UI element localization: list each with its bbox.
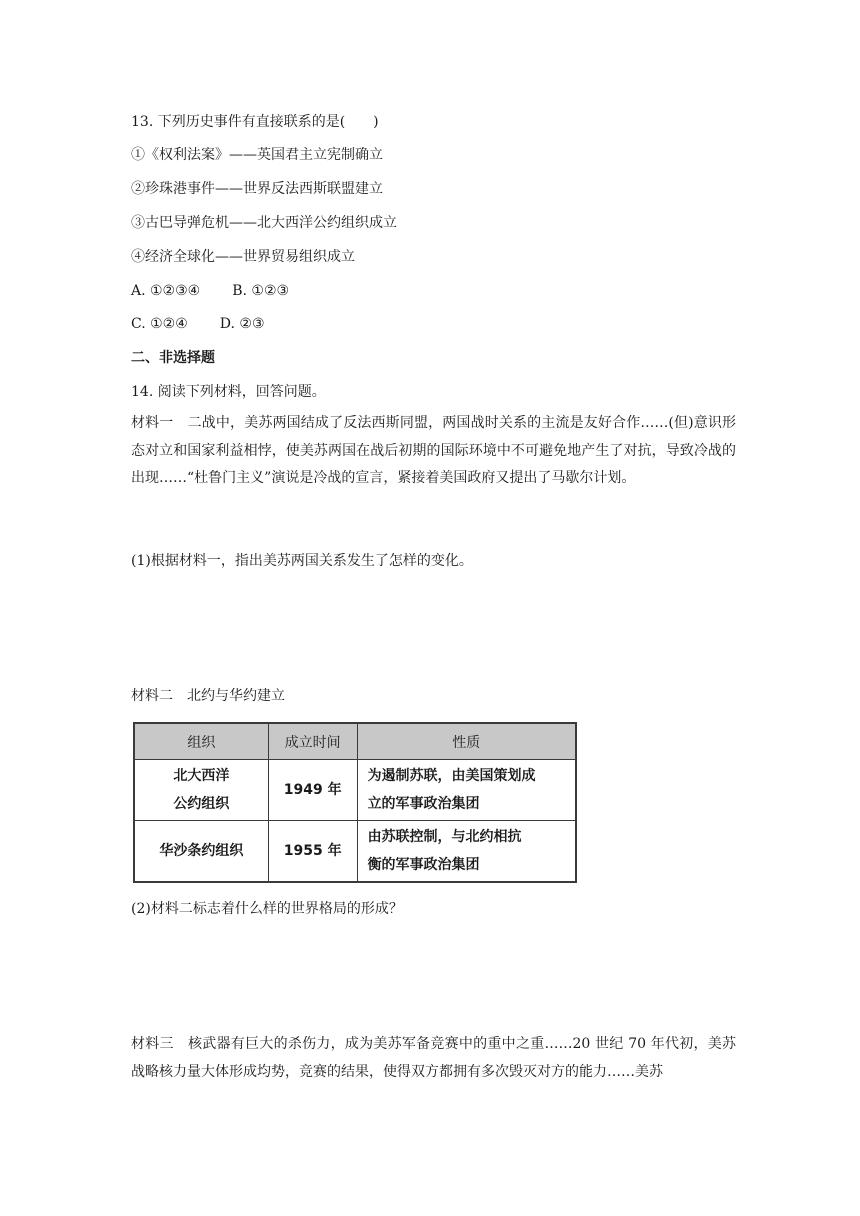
material-3-label: 材料三	[131, 1036, 174, 1052]
year-cell: 1949 年	[268, 760, 357, 821]
option-b: B. ①②③	[232, 283, 290, 299]
material-3-text: 核武器有巨大的杀伤力，成为美苏军备竞赛中的重中之重……20 世纪 70 年代初，美苏战略核力量大体形成均势，竞赛的结果，使得双方都拥有多次毁灭对方的能力……美苏	[131, 1036, 737, 1080]
table-row	[134, 760, 576, 821]
question-13-item-4: ④经济全球化——世界贸易组织成立	[131, 249, 355, 265]
table-row	[134, 821, 576, 883]
sub-question-1: (1)根据材料一，指出美苏两国关系发生了怎样的变化。	[131, 553, 473, 569]
question-13-item-1: ①《权利法案》——英国君主立宪制确立	[131, 147, 383, 163]
option-a: A. ①②③④	[131, 283, 201, 299]
table-header-organization: 组织	[134, 723, 268, 760]
organization-cell: 北大西洋 公约组织	[134, 760, 268, 821]
organization-cell: 华沙条约组织	[134, 821, 268, 883]
question-14-stem: 14. 阅读下列材料，回答问题。	[131, 384, 326, 400]
question-13-stem: 13. 下列历史事件有直接联系的是( )	[131, 114, 379, 130]
option-d: D. ②③	[219, 316, 265, 332]
material-2-heading	[131, 686, 285, 706]
nature-cell: 为遏制苏联，由美国策划成 立的军事政治集团	[357, 760, 576, 821]
material-1-text: 二战中，美苏两国结成了反法西斯同盟，两国战时关系的主流是友好合作……(但)意识形态对立和国家利益相悖，使美苏两国在战后初期的国际环境中不可避免地产生了对抗，导致冷战的出现……“杜鲁门主义”演说是冷战的宣言，紧接着美国政府又提出了马歇尔计划。	[131, 415, 737, 486]
material-1-label: 材料一	[131, 415, 174, 431]
section-heading: 二、非选择题	[131, 350, 215, 366]
question-13-item-3: ③古巴导弹危机——北大西洋公约组织成立	[131, 215, 397, 231]
table-header-founding-time: 成立时间	[268, 723, 357, 760]
material-2-title: 北约与华约建立	[187, 688, 285, 704]
table-header-nature: 性质	[357, 723, 576, 760]
question-13-options-row-1	[131, 281, 289, 301]
material-3-paragraph	[131, 1031, 736, 1086]
alliance-table	[133, 722, 577, 883]
material-1-paragraph	[131, 410, 736, 493]
question-13-item-2: ②珍珠港事件——世界反法西斯联盟建立	[131, 181, 383, 197]
sub-question-2: (2)材料二标志着什么样的世界格局的形成？	[131, 901, 403, 917]
nature-cell: 由苏联控制，与北约相抗 衡的军事政治集团	[357, 821, 576, 883]
year-cell: 1955 年	[268, 821, 357, 883]
table-header-row	[134, 723, 576, 760]
material-2-label: 材料二	[131, 688, 173, 704]
option-c: C. ①②④	[131, 316, 188, 332]
question-13-options-row-2	[131, 314, 265, 334]
